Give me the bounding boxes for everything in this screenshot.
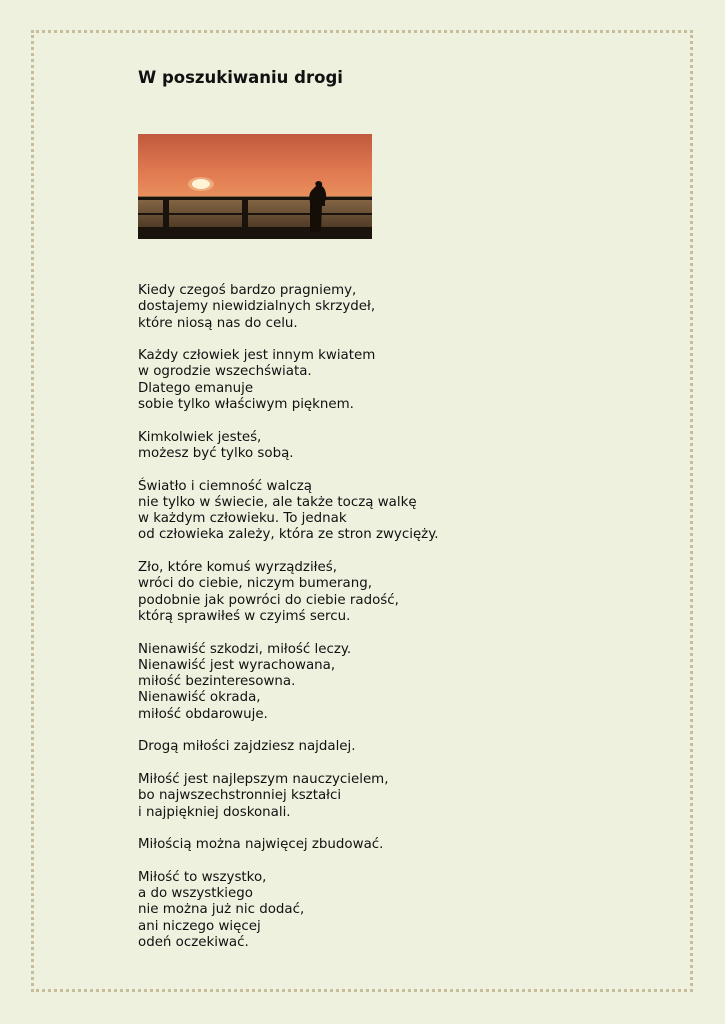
poem-line: sobie tylko właściwym pięknem. — [138, 397, 354, 413]
poem-stanza — [138, 772, 658, 821]
poem-line: którą sprawiłeś w czyimś sercu. — [138, 608, 351, 624]
poem-line: bo najwszechstronniej kształci — [138, 788, 342, 804]
poem-line: które niosą nas do celu. — [138, 315, 298, 331]
poem-stanza — [138, 560, 658, 625]
poem-line: Nienawiść jest wyrachowana, — [138, 657, 336, 673]
poem-line: Nienawiść okrada, — [138, 690, 261, 706]
poem-line: w każdym człowieku. To jednak — [138, 511, 347, 527]
poem-stanza — [138, 348, 658, 413]
poem-line: dostajemy niewidzialnych skrzydeł, — [138, 299, 376, 315]
poem-stanza — [138, 642, 658, 723]
poem-line: Dlatego emanuje — [138, 380, 254, 396]
poem-line: Miłością można najwięcej zbudować. — [138, 837, 384, 853]
poem-stanza — [138, 837, 658, 853]
sunset-photo — [138, 134, 372, 239]
poem-line: Kimkolwiek jesteś, — [138, 429, 262, 445]
poem-line: odeń oczekiwać. — [138, 934, 249, 950]
poem-line: Drogą miłości zajdziesz najdalej. — [138, 739, 356, 755]
poem-line: od człowieka zależy, która ze stron zwycięży. — [138, 527, 439, 543]
poem-line: podobnie jak powróci do ciebie radość, — [138, 592, 399, 608]
poem-line: nie można już nic dodać, — [138, 902, 305, 918]
poem-line: ani niczego więcej — [138, 918, 261, 934]
poem-stanza — [138, 739, 658, 755]
poem-line: nie tylko w świecie, ale także toczą walkę — [138, 494, 417, 510]
poem-line: Miłość to wszystko, — [138, 869, 267, 885]
poem-line: Zło, które komuś wyrządziłeś, — [138, 560, 337, 576]
page-title: W poszukiwaniu drogi — [138, 68, 343, 87]
poem-line: a do wszystkiego — [138, 885, 253, 901]
poem-line: w ogrodzie wszechświata. — [138, 364, 312, 380]
poem-body — [138, 283, 658, 967]
poem-line: wróci do ciebie, niczym bumerang, — [138, 576, 372, 592]
poem-line: Każdy człowiek jest innym kwiatem — [138, 348, 376, 364]
poem-line: i najpiękniej doskonali. — [138, 804, 291, 820]
poem-line: Miłość jest najlepszym nauczycielem, — [138, 771, 389, 787]
poem-stanza — [138, 870, 658, 951]
poem-stanza — [138, 479, 658, 544]
poem-line: Kiedy czegoś bardzo pragniemy, — [138, 283, 357, 298]
poem-line: miłość obdarowuje. — [138, 706, 268, 722]
poem-stanza — [138, 283, 658, 332]
poem-line: Światło i ciemność walczą — [138, 478, 312, 494]
poem-line: możesz być tylko sobą. — [138, 445, 294, 461]
poem-line: Nienawiść szkodzi, miłość leczy. — [138, 641, 352, 657]
poem-line: miłość bezinteresowna. — [138, 674, 296, 690]
poem-stanza — [138, 430, 658, 463]
